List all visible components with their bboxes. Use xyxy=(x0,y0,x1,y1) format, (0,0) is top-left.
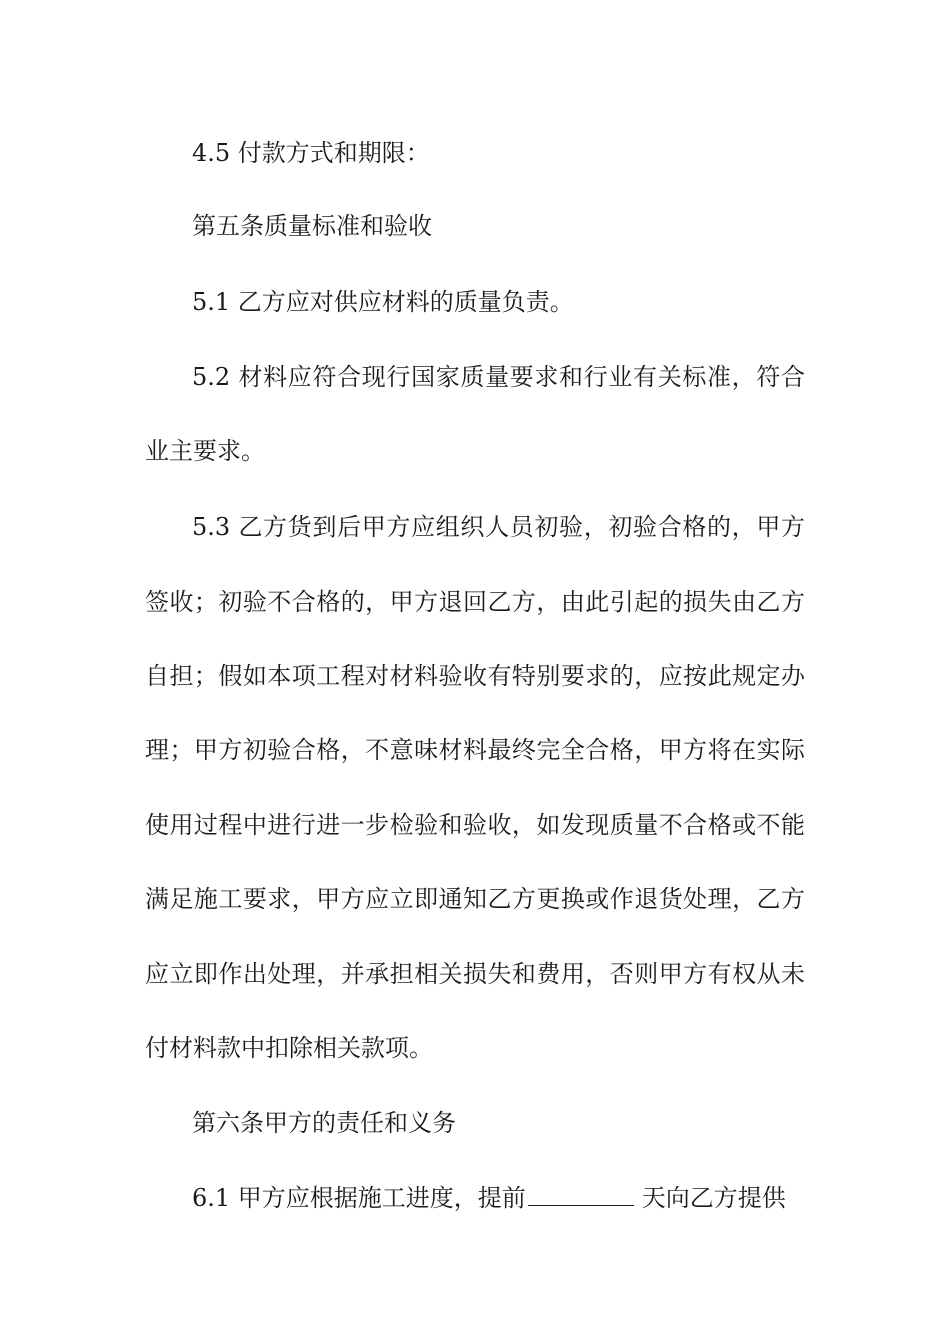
article-6-heading: 第六条甲方的责任和义务 xyxy=(192,1109,456,1137)
clause-5-3-line-6: 满足施工要求，甲方应立即通知乙方更换或作退货处理，乙方 xyxy=(145,885,805,913)
clause-5-3-line-2: 签收；初验不合格的，甲方退回乙方，由此引起的损失由乙方 xyxy=(145,588,805,616)
clause-6-1-text-before: 6.1 甲方应根据施工进度，提前 xyxy=(192,1184,526,1212)
clause-5-3-line-5: 使用过程中进行进一步检验和验收，如发现质量不合格或不能 xyxy=(145,811,805,839)
clause-5-3-line-8: 付材料款中扣除相关款项。 xyxy=(145,1034,433,1062)
clause-5-3-line-7: 应立即作出处理，并承担相关损失和费用，否则甲方有权从未 xyxy=(145,960,805,988)
clause-4-5: 4.5 付款方式和期限： xyxy=(192,139,430,167)
clause-6-1 xyxy=(192,1178,805,1218)
article-5-heading: 第五条质量标准和验收 xyxy=(192,212,432,240)
clause-6-1-text-after: 天向乙方提供 xyxy=(641,1184,786,1212)
clause-5-3-line-1: 5.3 乙方货到后甲方应组织人员初验，初验合格的，甲方 xyxy=(192,513,805,541)
clause-5-3-line-3: 自担；假如本项工程对材料验收有特别要求的，应按此规定办 xyxy=(145,662,805,690)
clause-5-3-line-4: 理；甲方初验合格，不意味材料最终完全合格，甲方将在实际 xyxy=(145,736,805,764)
clause-5-1: 5.1 乙方应对供应材料的质量负责。 xyxy=(192,288,574,316)
clause-5-2-line-2: 业主要求。 xyxy=(145,437,265,465)
clause-5-2-line-1: 5.2 材料应符合现行国家质量要求和行业有关标准，符合 xyxy=(192,363,805,391)
blank-days-field xyxy=(528,1179,634,1206)
